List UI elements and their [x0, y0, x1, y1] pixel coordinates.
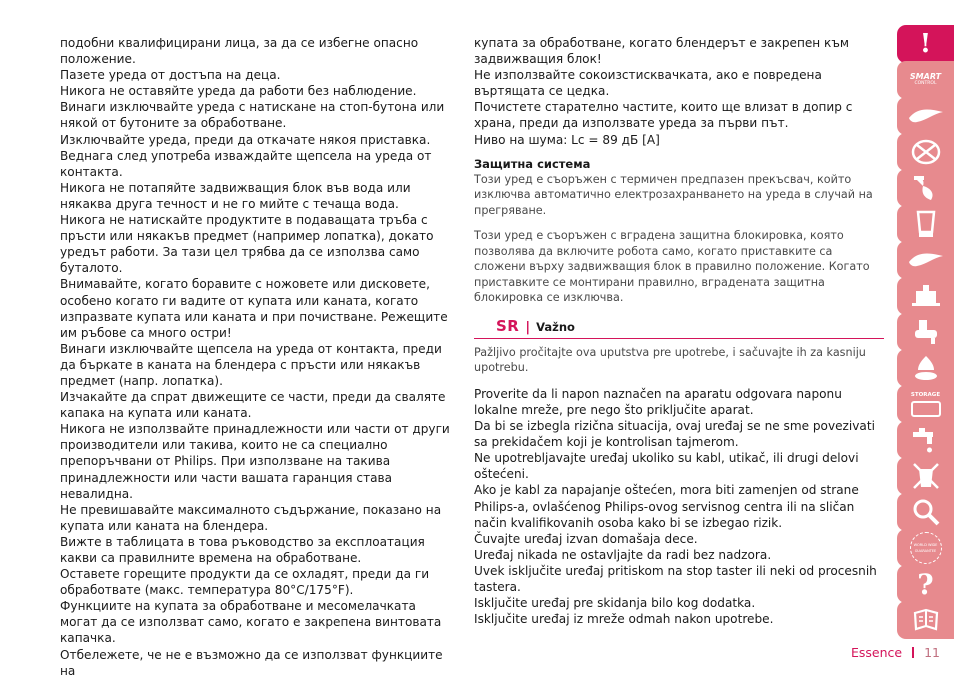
paragraph: Не използвайте сокоизстисквачката, ако е повредена въртящата се цедка. [474, 68, 822, 99]
paragraph: Винаги изключвайте уреда с натискане на стоп-бутона или някой от бутоните за обработване. [60, 100, 445, 131]
paragraph: Винаги изключвайте щепсела на уреда от контакта, преди да бъркате в каната на блендера с пръсти или някакъв предмет (напр. лопатка). [60, 341, 442, 388]
tab-whisk[interactable] [897, 169, 954, 207]
paragraph: Изчакайте да спрат движещите се части, преди да сваляте капака на купата или каната. [60, 390, 446, 421]
paragraph: Почистете старателно частите, които ще влизат в допир с храна, преди да използвате уреда за първи път. [474, 100, 853, 131]
language-section-header [474, 318, 884, 339]
juicer-icon [910, 283, 942, 309]
paragraph: Ниво на шума: Lc = 89 дБ [A] [474, 132, 660, 147]
question-icon: ? [917, 567, 934, 601]
tab-troubleshooting[interactable] [897, 493, 954, 531]
blade-icon [907, 106, 945, 126]
paragraph: подобни квалифицирани лица, за да се избегне опасно положение. [60, 36, 419, 67]
page-number: 11 [924, 645, 940, 660]
left-text-column [60, 35, 452, 679]
footer-divider [912, 647, 914, 658]
tab-mincer[interactable] [897, 313, 954, 351]
paragraph: Uvek isključite uređaj pritiskom na stop taster ili neki od procesnih tastera. [474, 563, 877, 594]
paragraph: Оставете горещите продукти да се охладят, преди да ги обработвате (макс. температура 80°C/175°F). [60, 567, 430, 598]
paragraph: Внимавайте, когато боравите с ножовете или дисковете, особено когато ги вадите от купата или каната, когато изпразвате купата или каната и при почистване. Режещите им ръбове са много остри! [60, 277, 448, 340]
language-code: SR [496, 316, 520, 335]
paragraph: Proverite da li napon naznačen na aparatu odgovara naponu lokalne mreže, pre nego što priključite aparat. [474, 386, 842, 417]
tab-smart-control[interactable] [897, 61, 954, 99]
brand-name: Essence [850, 645, 903, 660]
chapter-tab-sidebar [897, 25, 954, 619]
blade-icon-2 [907, 250, 945, 270]
tab-citrus-press[interactable] [897, 349, 954, 387]
mincer-icon [911, 318, 941, 346]
paragraph: Ne upotrebljavajte uređaj ukoliko su kabl, utikač, ili drugi delovi oštećeni. [474, 451, 859, 482]
citrus-press-icon [912, 354, 940, 382]
storage-icon: STORAGE [911, 391, 941, 417]
no-disposal-icon [911, 461, 941, 491]
paragraph: Isključite uređaj pre skidanja bilo kog dodatka. [474, 596, 756, 611]
paragraph: Никога не потапяйте задвижващия блок във вода или някаква друга течност и не го мийте с течаща вода. [60, 180, 411, 211]
exclamation-icon: ! [919, 29, 932, 59]
paragraph: Никога не оставяйте уреда да работи без наблюдение. [60, 84, 417, 99]
paragraph: Никога не натискайте продуктите в подаващата тръба с пръсти или някакъв предмет (например лопатка), докато уредът работи. За тази цел трябва да се използва само буталото. [60, 213, 434, 276]
language-section-title: Važno [536, 319, 575, 334]
paragraph: купата за обработване, когато блендерът е закрепен към задвижващия блок! [474, 36, 850, 67]
tap-cleaning-icon [911, 426, 941, 454]
paragraph: Изключвайте уреда, преди да откачате някоя приставка. [60, 132, 431, 147]
tab-blade[interactable] [897, 97, 954, 135]
paragraph: Никога не използвайте принадлежности или части от други производители или такива, които не са специално препоръчвани от Philips. При използване на такива принадлежности или части вашата гаранция става невалидна. [60, 422, 450, 501]
disc-icon [911, 139, 941, 165]
paragraph: Пазете уреда от достъпа на деца. [60, 68, 281, 83]
tab-guarantee[interactable] [897, 529, 954, 567]
tab-blade-2[interactable] [897, 241, 954, 279]
paragraph: Този уред е съоръжен с вградена защитна блокировка, която позволява да включите робота само, когато приставките са сложени върху задвижващия блок в правилно положение. Когато приставките се монтирани правилно, вградената защитна блокировка се изключва. [474, 229, 870, 305]
paragraph: Da bi se izbegla rizična situacija, ovaj uređaj se ne sme povezivati sa prekidačem koji je kontrolisan tajmerom. [474, 419, 875, 450]
smart-control-icon: SMART CONTROL [909, 72, 942, 86]
paragraph: Ako je kabl za napajanje oštećen, mora biti zamenjen od strane Philips-a, ovlašćenog Philips-ovog servisnog centra ili na sličan način kvalifikovanih osoba kako bi se izbegao rizik. [474, 483, 859, 530]
tab-cleaning[interactable] [897, 421, 954, 459]
tab-environment[interactable] [897, 457, 954, 495]
world-guarantee-icon: WORLD WIDE GUARANTEE [910, 532, 942, 564]
tab-blender-jar[interactable] [897, 205, 954, 243]
paragraph: Вижте в таблицата в това ръководство за експлоатация какви са правилните времена на обработване. [60, 534, 425, 565]
tab-disc[interactable] [897, 133, 954, 171]
paragraph: Този уред е съоръжен с термичен предпазен прекъсвач, който изключва автоматично електрозахранването на уреда в случай на прегряване. [474, 172, 873, 217]
language-separator: | [525, 319, 531, 335]
paragraph: Отбележете, че не е възможно да се използват функциите на [60, 647, 443, 678]
right-text-column [474, 35, 884, 627]
tab-recipes[interactable] [897, 601, 954, 639]
section-heading-safety: Защитна система [474, 156, 591, 171]
blender-jar-icon [914, 210, 938, 238]
tab-juicer[interactable] [897, 277, 954, 315]
paragraph: Не превишавайте максималното съдържание, показано на купата или каната на блендера. [60, 502, 442, 533]
paragraph: Функциите на купата за обработване и месомелачката могат да се използват само, когато е закрепена винтовата капачка. [60, 599, 442, 646]
tab-faq[interactable] [897, 565, 954, 603]
paragraph: Pažljivo pročitajte ova uputstva pre upotrebe, i sačuvajte ih za kasniju upotrebu. [474, 345, 866, 375]
paragraph: Uređaj nikada ne ostavljajte da radi bez nadzora. [474, 547, 772, 562]
paragraph: Isključite uređaj iz mreže odmah nakon upotrebe. [474, 612, 774, 627]
magnifier-icon [912, 498, 940, 526]
page-footer [851, 645, 940, 660]
recipe-book-icon [912, 607, 940, 633]
paragraph: Čuvajte uređaj izvan domašaja dece. [474, 531, 698, 546]
tab-storage[interactable] [897, 385, 954, 423]
tab-important[interactable] [897, 25, 954, 63]
whisk-icon [911, 174, 941, 202]
paragraph: Веднага след употреба изваждайте щепсела на уреда от контакта. [60, 148, 432, 179]
